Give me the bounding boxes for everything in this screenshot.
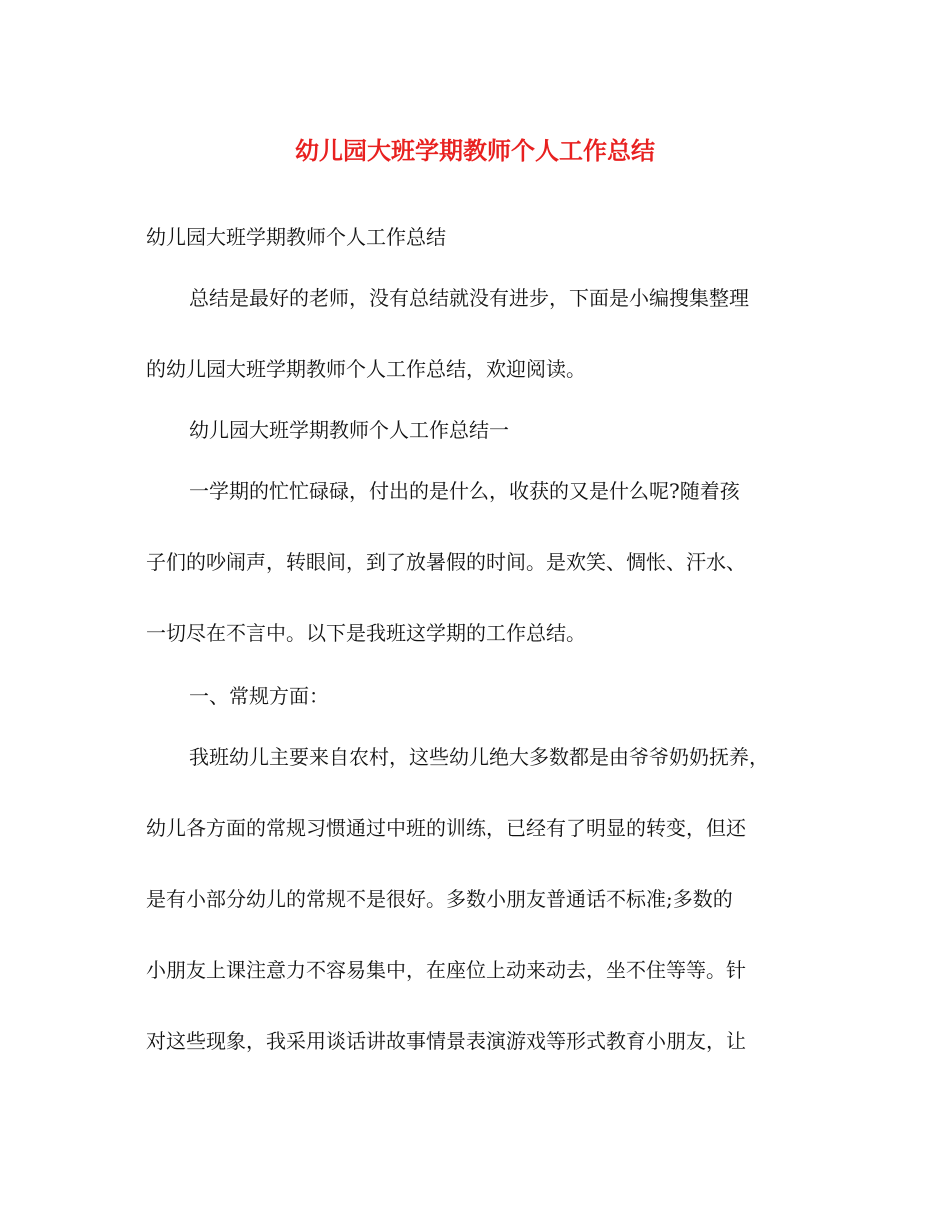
section-heading: 一、常规方面： [189,684,329,708]
paragraph-line: 一切尽在不言中。以下是我班这学期的工作总结。 [146,621,586,645]
paragraph-line: 一学期的忙忙碌碌，付出的是什么，收获的又是什么呢?随着孩 [189,479,740,503]
document-subtitle: 幼儿园大班学期教师个人工作总结 [146,225,446,249]
paragraph-line: 幼儿各方面的常规习惯通过中班的训练，已经有了明显的转变，但还 [146,816,746,840]
document-title: 幼儿园大班学期教师个人工作总结 [295,136,655,165]
paragraph-line: 小朋友上课注意力不容易集中，在座位上动来动去，坐不住等等。针 [146,958,746,982]
paragraph-line: 是有小部分幼儿的常规不是很好。多数小朋友普通话不标准;多数的 [146,887,733,911]
paragraph-line: 对这些现象，我采用谈话讲故事情景表演游戏等形式教育小朋友，让 [146,1029,746,1053]
paragraph-line: 总结是最好的老师，没有总结就没有进步，下面是小编搜集整理 [189,286,749,310]
paragraph-line: 的幼儿园大班学期教师个人工作总结，欢迎阅读。 [146,357,586,381]
paragraph-line: 子们的吵闹声，转眼间，到了放暑假的时间。是欢笑、惆怅、汗水、 [146,550,746,574]
paragraph-line: 我班幼儿主要来自农村，这些幼儿绝大多数都是由爷爷奶奶抚养， [189,745,769,769]
section-heading: 幼儿园大班学期教师个人工作总结一 [189,418,509,442]
